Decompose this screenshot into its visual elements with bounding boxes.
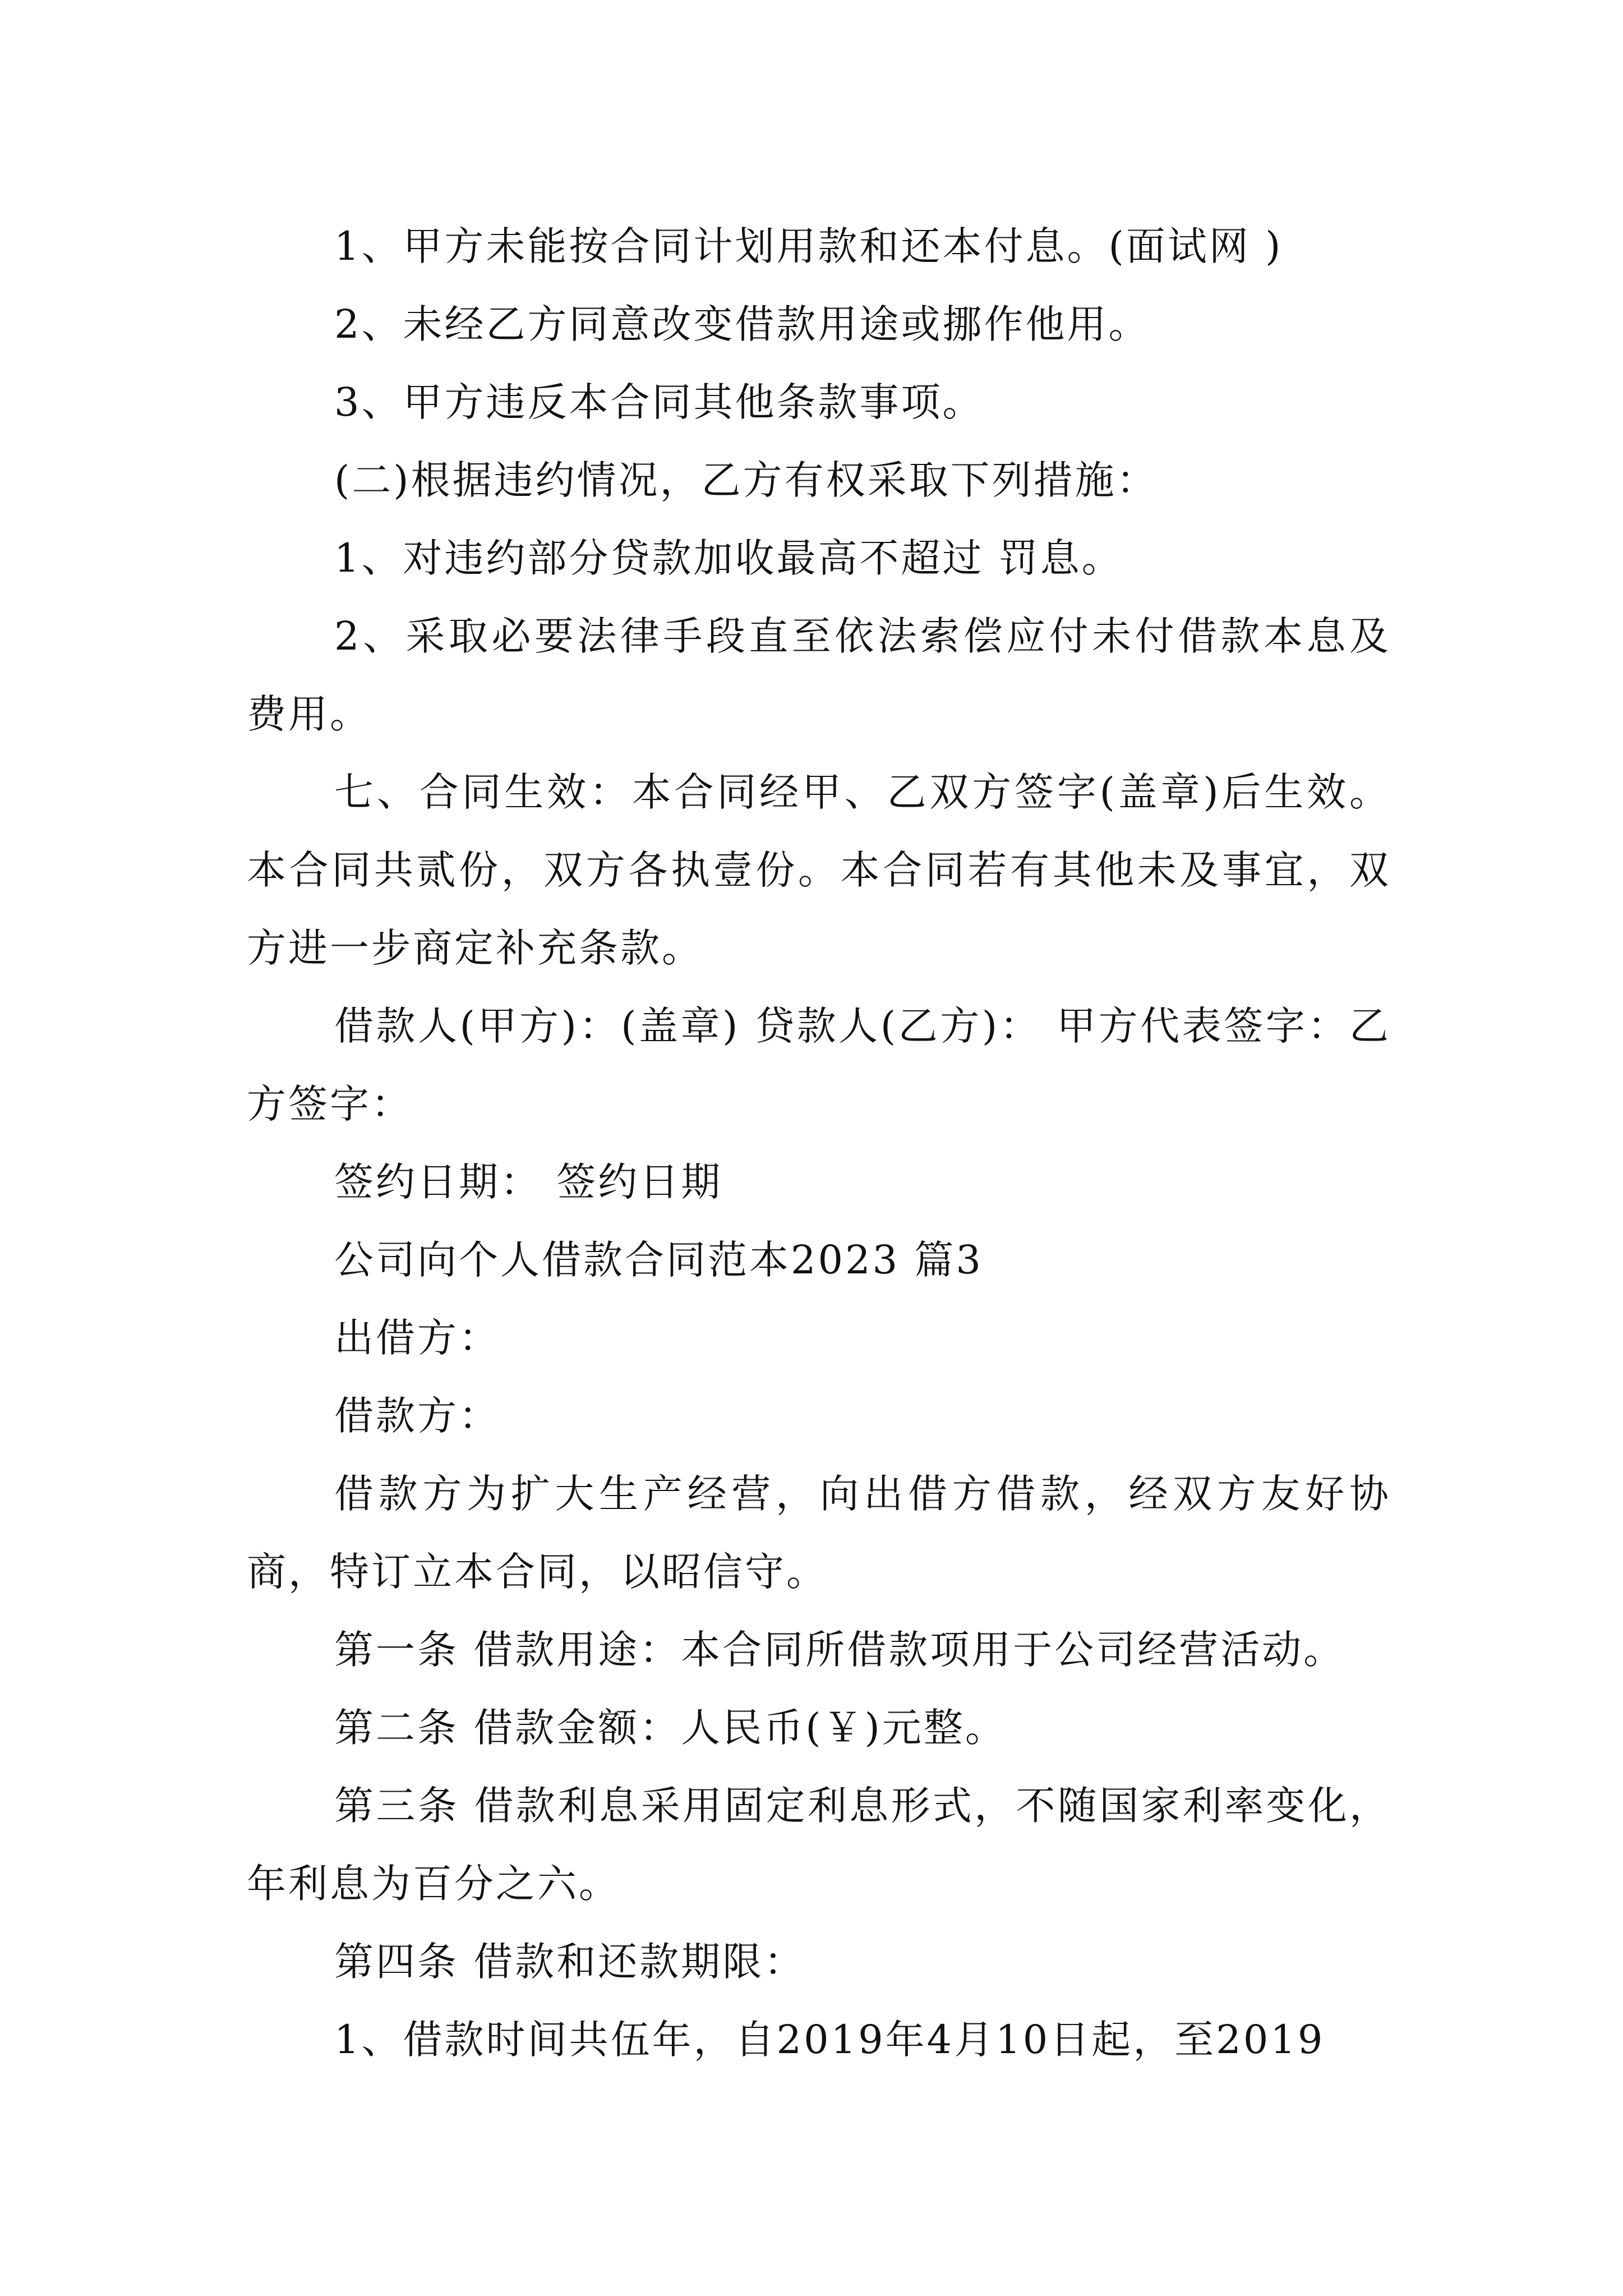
- paragraph: 1、对违约部分贷款加收最高不超过 罚息。: [334, 535, 1123, 581]
- signing-date-line: 签约日期： 签约日期: [334, 1159, 723, 1205]
- paragraph: 1、甲方未能按合同计划用款和还本付息。(面试网 ): [334, 223, 1283, 269]
- paragraph: 借款方为扩大生产经营，向出借方借款，经双方友好协商，特订立本合同，以昭信守。: [247, 1471, 1391, 1595]
- paragraph: 3、甲方违反本合同其他条款事项。: [334, 379, 984, 425]
- article-1: 第一条 借款用途：本合同所借款项用于公司经营活动。: [334, 1627, 1345, 1673]
- paragraph: 1、借款时间共伍年，自2019年4月10日起，至2019: [334, 2017, 1325, 2063]
- document-body: [247, 208, 1391, 2079]
- article-2: 第二条 借款金额：人民币(￥)元整。: [334, 1705, 1007, 1751]
- section-heading: 公司向个人借款合同范本2023 篇3: [334, 1237, 983, 1283]
- article-4: 第四条 借款和还款期限：: [334, 1939, 806, 1985]
- borrower-line: 借款方：: [334, 1393, 500, 1439]
- signature-line: 借款人(甲方)：(盖章) 贷款人(乙方)： 甲方代表签字：乙方签字：: [247, 1003, 1391, 1127]
- paragraph: 2、未经乙方同意改变借款用途或挪作他用。: [334, 301, 1150, 347]
- paragraph: 2、采取必要法律手段直至依法索偿应付未付借款本息及费用。: [247, 613, 1391, 737]
- paragraph: 七、合同生效：本合同经甲、乙双方签字(盖章)后生效。本合同共贰份，双方各执壹份。本合同若有其他未及事宜，双方进一步商定补充条款。: [247, 769, 1391, 971]
- lender-line: 出借方：: [334, 1315, 500, 1361]
- article-3: 第三条 借款利息采用固定利息形式，不随国家利率变化，年利息为百分之六。: [247, 1783, 1391, 1907]
- paragraph: (二)根据违约情况，乙方有权采取下列措施：: [334, 457, 1158, 503]
